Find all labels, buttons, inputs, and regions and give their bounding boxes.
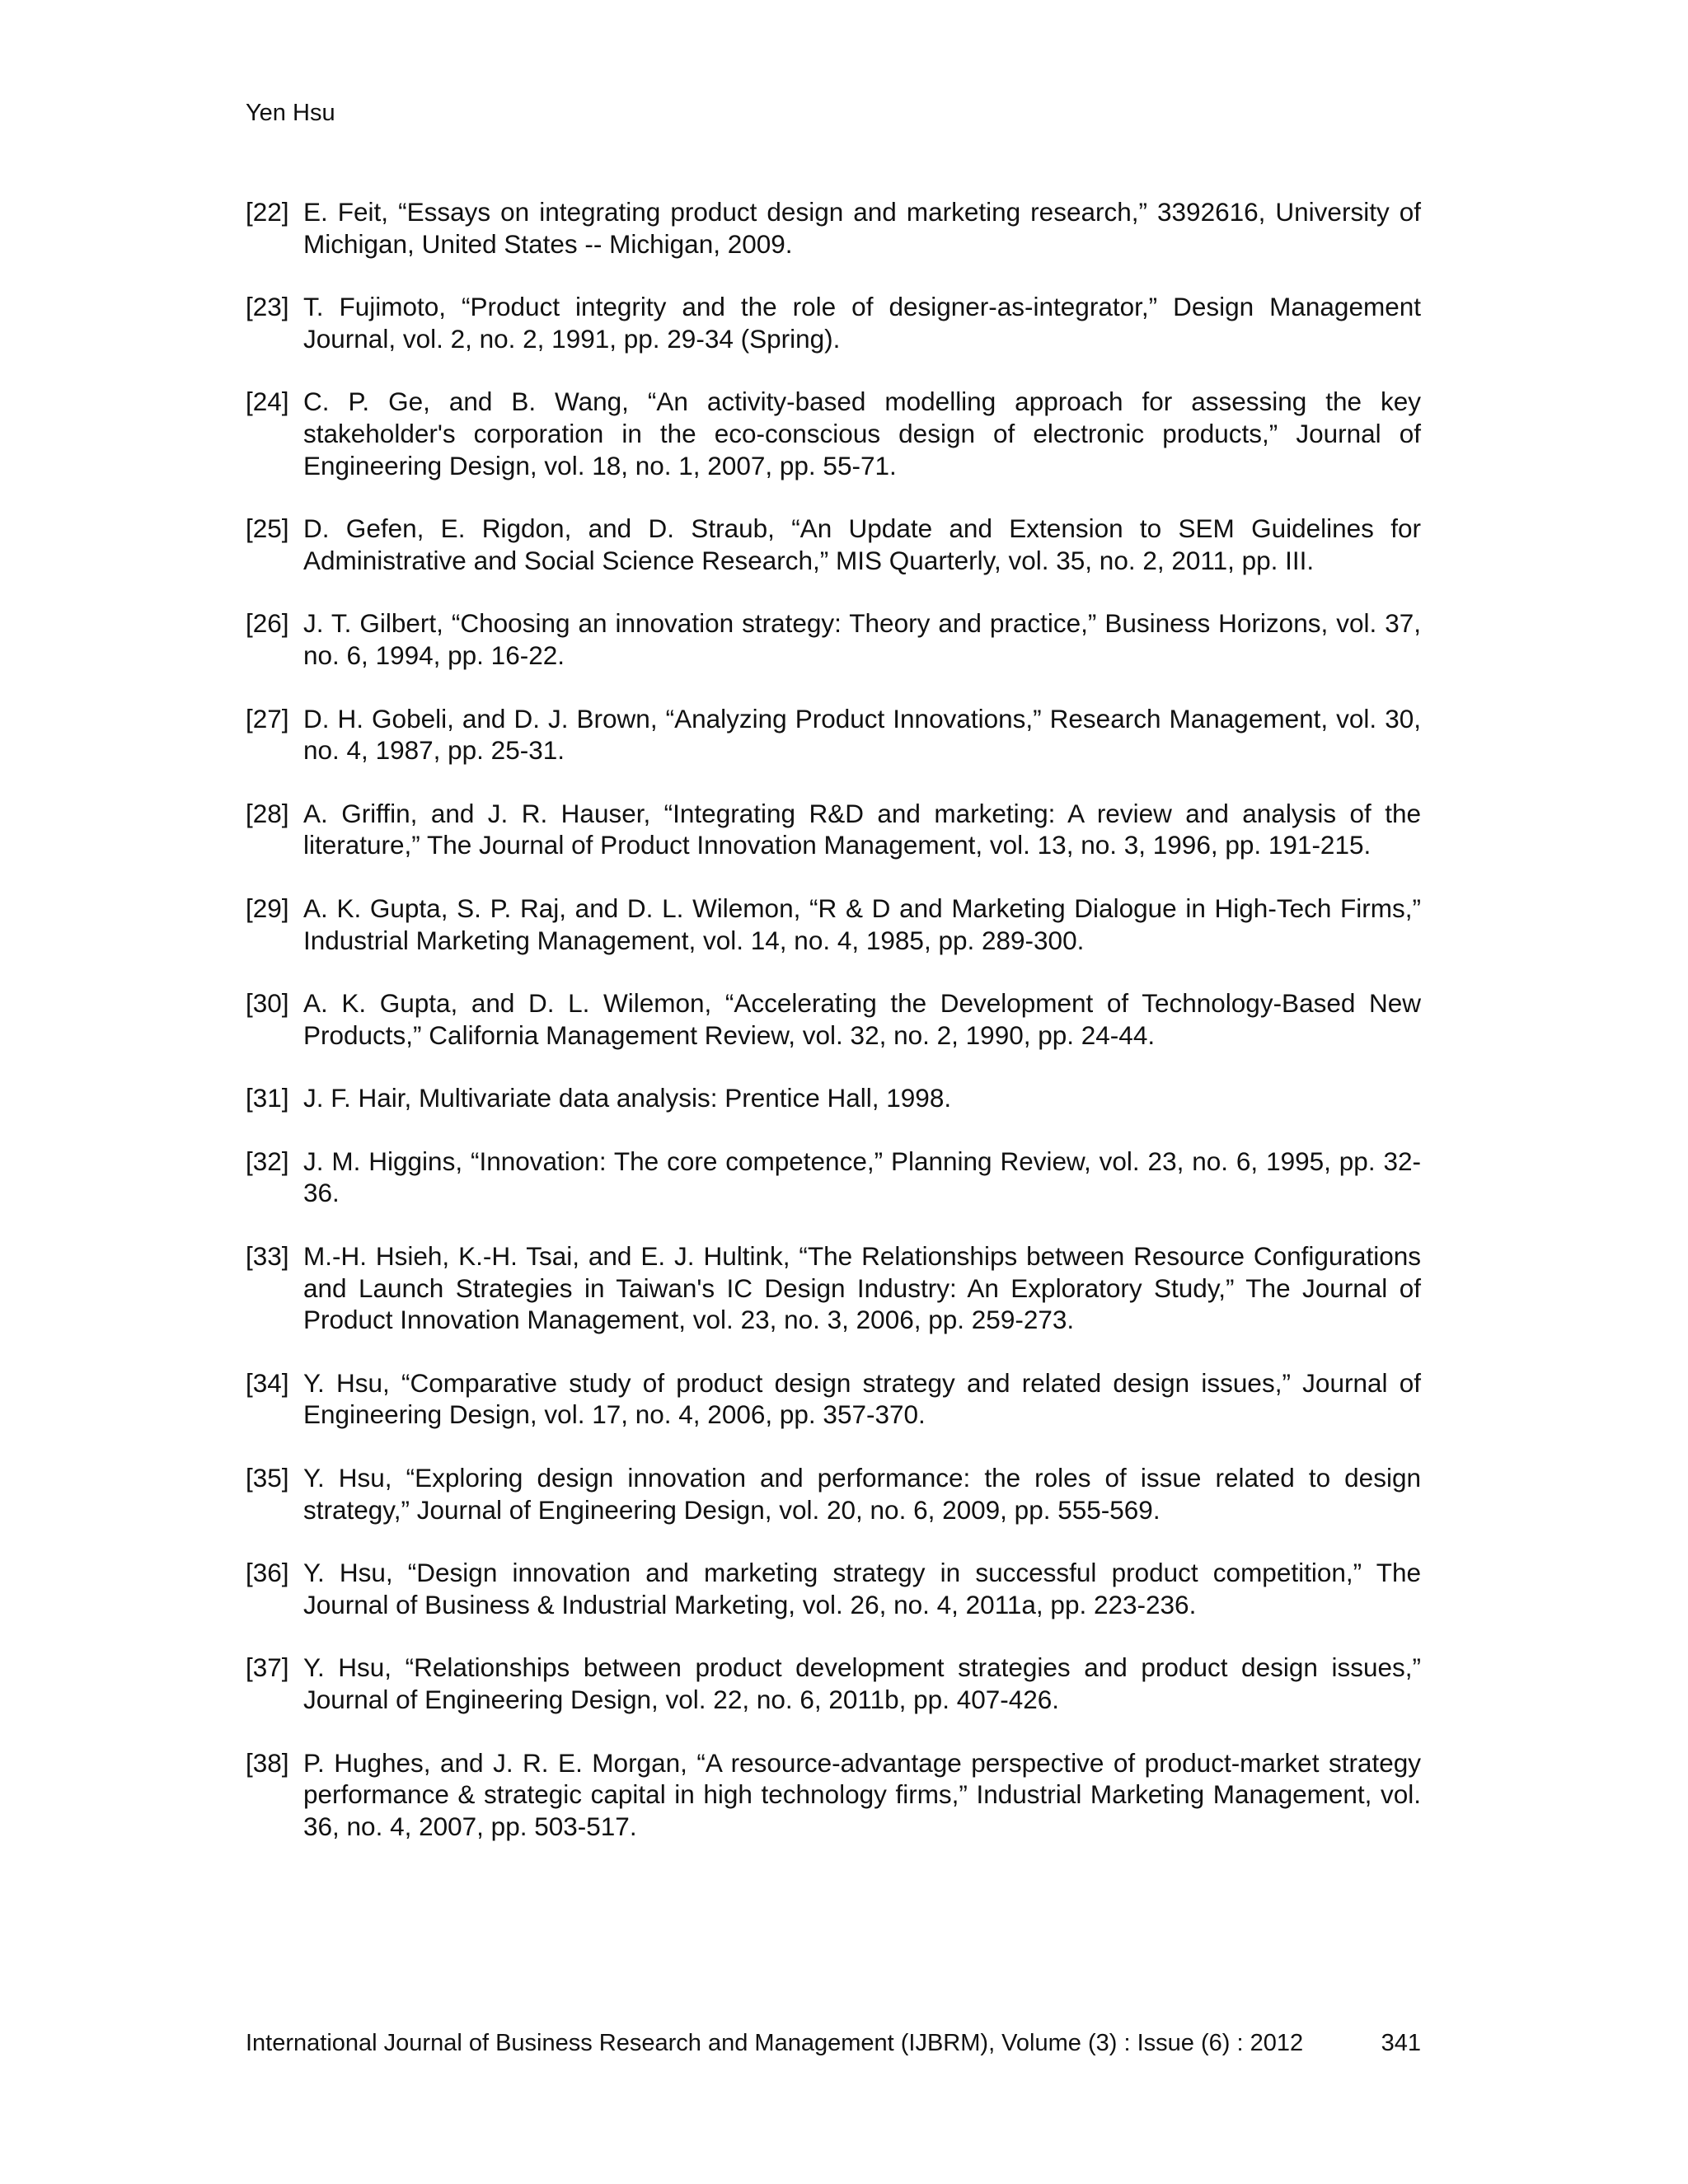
reference-item bbox=[246, 703, 1421, 766]
reference-item bbox=[246, 893, 1421, 956]
reference-item bbox=[246, 1082, 1421, 1114]
reference-number: [33] bbox=[246, 1241, 289, 1272]
reference-item bbox=[246, 1747, 1421, 1843]
reference-number: [35] bbox=[246, 1463, 289, 1493]
reference-number: [26] bbox=[246, 608, 289, 639]
reference-number: [28] bbox=[246, 798, 289, 828]
reference-number: [24] bbox=[246, 387, 289, 417]
reference-item bbox=[246, 798, 1421, 861]
reference-item bbox=[246, 1557, 1421, 1620]
reference-text: P. Hughes, and J. R. E. Morgan, “A resource-advantage perspective of product-market strategy performance & strategic capital in high technology firms,” Industrial Marketing Management, vol. 36, no. 4, 2007, pp. 503-517. bbox=[303, 1747, 1421, 1841]
reference-number: [30] bbox=[246, 988, 289, 1019]
reference-text: E. Feit, “Essays on integrating product design and marketing research,” 3392616, University of Michigan, United States -- Michigan, 2009. bbox=[303, 197, 1421, 259]
reference-number: [31] bbox=[246, 1083, 289, 1113]
reference-text: A. K. Gupta, and D. L. Wilemon, “Accelerating the Development of Technology-Based New Products,” California Management Review, vol. 32, no. 2, 1990, pp. 24-44. bbox=[303, 988, 1421, 1050]
reference-item bbox=[246, 1240, 1421, 1336]
reference-text: Y. Hsu, “Design innovation and marketing strategy in successful product competition,” The Journal of Business & Industrial Marketing, vol. 26, no. 4, 2011a, pp. 223-236. bbox=[303, 1558, 1421, 1619]
reference-number: [38] bbox=[246, 1747, 289, 1778]
reference-text: J. T. Gilbert, “Choosing an innovation strategy: Theory and practice,” Business Horizons, vol. 37, no. 6, 1994, pp. 16-22. bbox=[303, 608, 1421, 670]
reference-item bbox=[246, 196, 1421, 260]
reference-text: M.-H. Hsieh, K.-H. Tsai, and E. J. Hultink, “The Relationships between Resource Configurations and Launch Strategies in Taiwan's IC Design Industry: An Exploratory Study,” The Journal of Product Innovation Management, vol. 23, no. 3, 2006, pp. 259-273. bbox=[303, 1241, 1421, 1335]
reference-number: [32] bbox=[246, 1146, 289, 1176]
reference-number: [23] bbox=[246, 292, 289, 322]
reference-text: D. Gefen, E. Rigdon, and D. Straub, “An Update and Extension to SEM Guidelines for Administrative and Social Science Research,” MIS Quarterly, vol. 35, no. 2, 2011, pp. III. bbox=[303, 513, 1421, 575]
reference-number: [37] bbox=[246, 1652, 289, 1683]
reference-number: [25] bbox=[246, 513, 289, 544]
reference-text: Y. Hsu, “Comparative study of product design strategy and related design issues,” Journal of Engineering Design, vol. 17, no. 4, 2006, pp. 357-370. bbox=[303, 1367, 1421, 1430]
reference-text: Y. Hsu, “Exploring design innovation and performance: the roles of issue related to design strategy,” Journal of Engineering Design, vol. 20, no. 6, 2009, pp. 555-569. bbox=[303, 1463, 1421, 1525]
reference-item bbox=[246, 386, 1421, 481]
reference-item bbox=[246, 1652, 1421, 1715]
reference-item bbox=[246, 291, 1421, 354]
reference-item bbox=[246, 513, 1421, 576]
reference-text: A. K. Gupta, S. P. Raj, and D. L. Wilemon, “R & D and Marketing Dialogue in High-Tech Firms,” Industrial Marketing Management, vol. 14, no. 4, 1985, pp. 289-300. bbox=[303, 893, 1421, 955]
reference-text: J. M. Higgins, “Innovation: The core competence,” Planning Review, vol. 23, no. 6, 1995, pp. 32-36. bbox=[303, 1146, 1421, 1208]
reference-item bbox=[246, 987, 1421, 1051]
reference-text: J. F. Hair, Multivariate data analysis: Prentice Hall, 1998. bbox=[303, 1083, 952, 1113]
reference-number: [27] bbox=[246, 703, 289, 733]
page-number: 341 bbox=[1381, 2030, 1421, 2056]
reference-item bbox=[246, 607, 1421, 671]
reference-number: [34] bbox=[246, 1367, 289, 1398]
reference-list bbox=[246, 196, 1421, 1873]
reference-number: [22] bbox=[246, 197, 289, 227]
page-footer bbox=[246, 2027, 1421, 2059]
reference-text: A. Griffin, and J. R. Hauser, “Integrating R&D and marketing: A review and analysis of the literature,” The Journal of Product Innovation Management, vol. 13, no. 3, 1996, pp. 191-215. bbox=[303, 798, 1421, 860]
reference-text: T. Fujimoto, “Product integrity and the role of designer-as-integrator,” Design Management Journal, vol. 2, no. 2, 1991, pp. 29-34 (Spring). bbox=[303, 292, 1421, 354]
reference-text: D. H. Gobeli, and D. J. Brown, “Analyzing Product Innovations,” Research Management, vol. 30, no. 4, 1987, pp. 25-31. bbox=[303, 703, 1421, 766]
reference-text: C. P. Ge, and B. Wang, “An activity-based modelling approach for assessing the key stakeholder's corporation in the eco-conscious design of electronic products,” Journal of Engineering Design, vol. 18, no. 1, 2007, pp. 55-71. bbox=[303, 387, 1421, 480]
reference-item bbox=[246, 1462, 1421, 1526]
reference-item bbox=[246, 1146, 1421, 1209]
reference-item bbox=[246, 1367, 1421, 1431]
running-head: Yen Hsu bbox=[246, 100, 335, 126]
reference-number: [29] bbox=[246, 893, 289, 923]
reference-number: [36] bbox=[246, 1558, 289, 1588]
reference-text: Y. Hsu, “Relationships between product development strategies and product design issues,” Journal of Engineering Design, vol. 22, no. 6, 2011b, pp. 407-426. bbox=[303, 1652, 1421, 1714]
footer-journal-citation: International Journal of Business Research and Management (IJBRM), Volume (3) : Issue (6) : 2012 bbox=[246, 2030, 1304, 2056]
